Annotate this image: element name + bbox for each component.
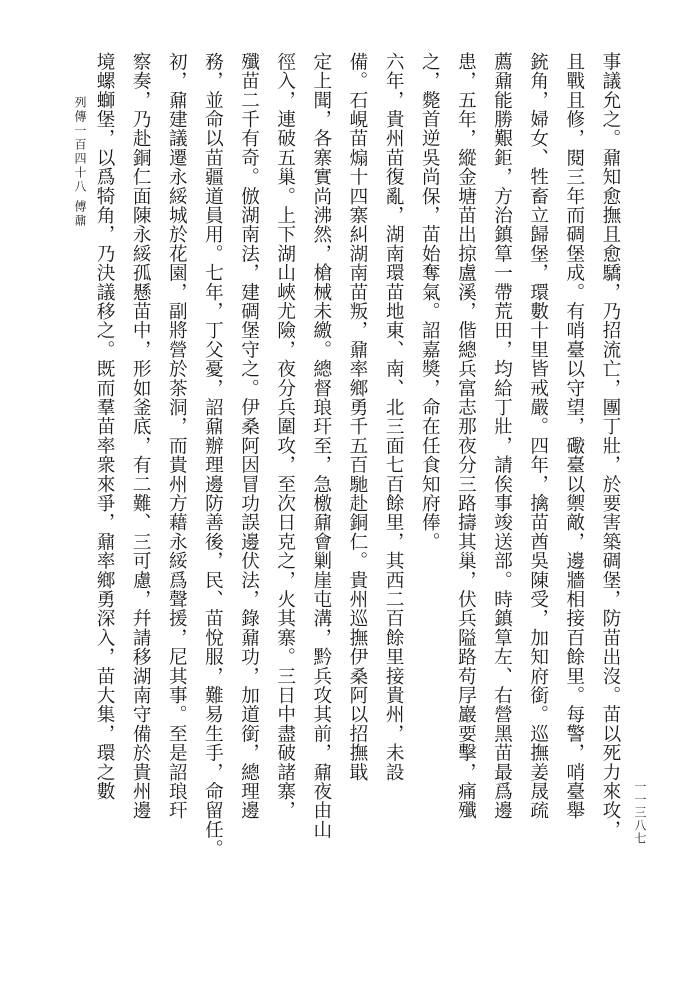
text-column: 務，並命以苗疆道員用。七年，丁父憂，詔鼐辦理邊防善後，民、苗悅服，難易生手，命留任。 [202,52,224,859]
text-column: 事議允之。鼐知愈撫且愈驕，乃招流亡，團丁壯，於要害築碉堡，防苗出沒。苗以死力來攻， [599,52,621,840]
text-column: 殲苗二千有奇。倣湖南法，建碉堡守之。伊桑阿因冒功誤邊伏法，錄鼐功，加道銜，總理邊 [238,52,260,820]
text-column: 患，五年，縱金塘苗出掠盧溪，偕總兵富志那夜分三路擣其巢，伏兵隘路苟㞌巖要擊，痛殲 [455,52,477,820]
text-column: 備。石峴苗煽十四寨糾湖南苗叛，鼐率鄉勇千五百馳赴銅仁。貴州巡撫伊桑阿以招撫戢 [346,52,368,782]
text-column: 銃角，婦女、牲畜立歸堡，環數十里皆戒嚴。四年，擒苗酋吳陳受，加知府銜。巡撫姜晟疏 [527,52,549,820]
text-column: 六年，貴州苗復亂，湖南環苗地東、南、北三面七百餘里，其西二百餘里接貴州，未設 [383,52,405,782]
text-column: 且戰且修，閱三年而碉堡成。有哨臺以守望，礮臺以禦敵，邊牆相接百餘里。每警，哨臺舉 [563,52,585,820]
page-number: 一一三八七 [633,780,647,845]
text-column: 察奏，乃赴銅仁面陳永綏孤懸苗中，形如釜底，有二難、三可慮，幷請移湖南守備於貴州邊 [130,52,152,820]
text-column: 徑入，連破五巢。上下湖山峽尤險，夜分兵圍攻，至次日克之，火其寨。三日中盡破諸寨， [274,52,296,820]
text-column: 初，鼐建議遷永綏城於花園，副將營於茶洞，而貴州方藉永綏爲聲援，尼其事。至是詔琅玕 [166,52,188,820]
main-text-block [92,52,622,962]
text-column: 定上聞，各寨實尚沸然，槍械未繳。總督琅玕至，急檄鼐會剿崖屯溝，黔兵攻其前，鼐夜由山 [310,52,332,840]
text-column: 境螺螄堡，以爲犄角，乃決議移之。既而羣苗率衆來爭，鼐率鄉勇深入，苗大集，環之數 [94,52,115,801]
running-head: 列傳一百四十八 傅鼐 [73,96,87,228]
text-column: 薦鼐能勝艱鉅，方治鎮筸一帶荒田，均給丁壯，請俟事竣送部。時鎮筸左、右營黑苗最爲邊 [491,52,513,820]
text-column: 之，斃首逆吳尚保，苗始奪氣。詔嘉獎，命在任食知府俸。 [419,52,441,552]
